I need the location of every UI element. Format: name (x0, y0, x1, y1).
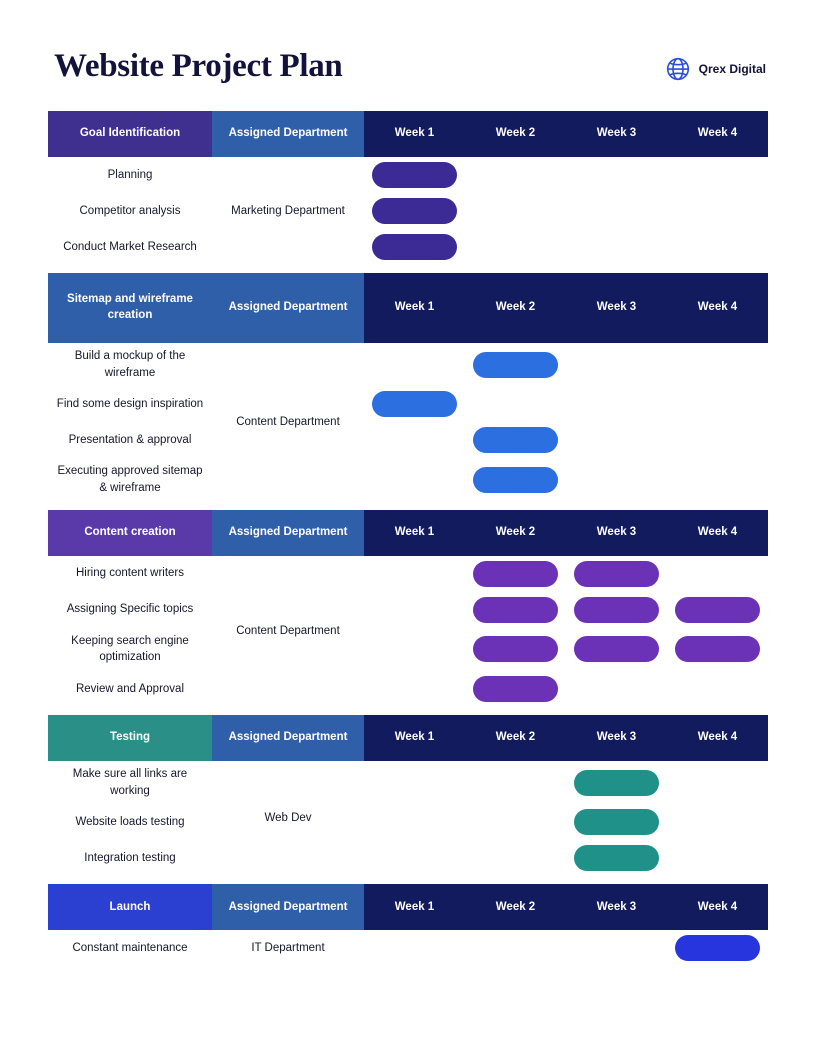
task-name: Build a mockup of the wireframe (74, 350, 186, 379)
week-header: Week 4 (667, 715, 768, 761)
week-1-cell (364, 930, 465, 966)
task-row (48, 422, 768, 458)
week-header: Week 1 (364, 884, 465, 930)
gantt-bar (574, 636, 659, 662)
gantt-bar (372, 391, 457, 417)
week-2-cell (465, 592, 566, 628)
week-1-cell (364, 343, 465, 386)
brand-name: Qrex Digital (698, 62, 766, 76)
week-header: Week 3 (566, 111, 667, 157)
week-2-cell (465, 193, 566, 229)
gantt-bar (372, 234, 457, 260)
section-spacer (48, 502, 768, 510)
week-2-cell (465, 930, 566, 966)
section-header-row (48, 273, 768, 343)
globe-icon (665, 56, 691, 82)
week-1-cell (364, 556, 465, 592)
task-row (48, 761, 768, 804)
week-2-cell (465, 671, 566, 707)
week-1-cell (364, 671, 465, 707)
gantt-bar (372, 162, 457, 188)
week-2-cell (465, 804, 566, 840)
week-3-cell (566, 556, 667, 592)
week-3-cell (566, 804, 667, 840)
week-4-cell (667, 343, 768, 386)
week-2-cell (465, 157, 566, 193)
week-2-cell (465, 761, 566, 804)
gantt-bar (574, 561, 659, 587)
week-4-cell (667, 157, 768, 193)
task-name: Presentation & approval (68, 434, 192, 446)
week-1-cell (364, 628, 465, 671)
week-1-cell (364, 592, 465, 628)
week-3-cell (566, 671, 667, 707)
gantt-table (48, 111, 768, 966)
task-name: Find some design inspiration (56, 398, 204, 410)
assigned-department-header: Assigned Department (212, 111, 364, 157)
department-cell: Web Dev (264, 812, 312, 825)
task-row (48, 592, 768, 628)
week-4-cell (667, 804, 768, 840)
week-3-cell (566, 930, 667, 966)
week-header: Week 2 (465, 715, 566, 761)
task-row (48, 671, 768, 707)
week-4-cell (667, 671, 768, 707)
week-4-cell (667, 761, 768, 804)
week-header: Week 4 (667, 884, 768, 930)
week-2-cell (465, 628, 566, 671)
week-4-cell (667, 556, 768, 592)
week-header: Week 3 (566, 715, 667, 761)
department-cell: Marketing Department (231, 204, 345, 217)
week-2-cell (465, 556, 566, 592)
section-title-cell: Testing (48, 715, 212, 761)
week-4-cell (667, 193, 768, 229)
task-name: Conduct Market Research (63, 240, 197, 253)
week-3-cell (566, 761, 667, 804)
week-header: Week 1 (364, 715, 465, 761)
assigned-department-header: Assigned Department (212, 273, 364, 343)
week-3-cell (566, 343, 667, 386)
section-title-cell: Content creation (48, 510, 212, 556)
task-name: Integration testing (84, 852, 176, 865)
gantt-bar (574, 597, 659, 623)
task-row (48, 930, 768, 966)
section-header-row (48, 715, 768, 761)
task-row (48, 157, 768, 193)
week-3-cell (566, 386, 667, 422)
task-name: Assigning Specific topics (66, 603, 194, 616)
gantt-bar (473, 597, 558, 623)
week-4-cell (667, 422, 768, 458)
week-header: Week 2 (465, 884, 566, 930)
task-name: Keeping search engine optimization (71, 634, 189, 664)
gantt-bar (574, 770, 659, 796)
task-row (48, 628, 768, 671)
task-name: Constant maintenance (72, 942, 188, 955)
gantt-bar (473, 636, 558, 662)
week-1-cell (364, 458, 465, 501)
gantt-bar (372, 198, 457, 224)
week-2-cell (465, 458, 566, 501)
task-row (48, 193, 768, 229)
task-row (48, 840, 768, 876)
week-3-cell (566, 229, 667, 265)
task-row (48, 343, 768, 386)
gantt-bar (675, 636, 760, 662)
week-4-cell (667, 386, 768, 422)
week-3-cell (566, 840, 667, 876)
page-title: Website Project Plan (54, 48, 343, 84)
assigned-department-header: Assigned Department (212, 715, 364, 761)
department-cell: Content Department (236, 625, 340, 638)
task-row (48, 386, 768, 422)
section-title-cell: Sitemap and wireframe creation (48, 273, 212, 343)
week-1-cell (364, 761, 465, 804)
week-1-cell (364, 804, 465, 840)
week-4-cell (667, 628, 768, 671)
week-3-cell (566, 422, 667, 458)
week-3-cell (566, 628, 667, 671)
week-3-cell (566, 193, 667, 229)
section-title-cell: Goal Identification (48, 111, 212, 157)
week-4-cell (667, 229, 768, 265)
gantt-bar (473, 676, 558, 702)
week-3-cell (566, 592, 667, 628)
task-name: Planning (107, 168, 153, 181)
gantt-bar (473, 561, 558, 587)
task-name: Website loads testing (75, 816, 185, 829)
week-2-cell (465, 343, 566, 386)
week-header: Week 4 (667, 273, 768, 343)
page-header (48, 40, 768, 85)
week-2-cell (465, 840, 566, 876)
week-header: Week 4 (667, 111, 768, 157)
week-4-cell (667, 592, 768, 628)
week-2-cell (465, 422, 566, 458)
week-header: Week 3 (566, 510, 667, 556)
week-1-cell (364, 840, 465, 876)
week-header: Week 1 (364, 273, 465, 343)
week-header: Week 2 (465, 273, 566, 343)
week-header: Week 3 (566, 273, 667, 343)
gantt-bar (473, 467, 558, 493)
task-name: Review and Approval (75, 682, 185, 695)
section-spacer (48, 265, 768, 273)
week-2-cell (465, 229, 566, 265)
week-header: Week 4 (667, 510, 768, 556)
task-name: Competitor analysis (79, 204, 181, 217)
week-header: Week 1 (364, 111, 465, 157)
week-header: Week 3 (566, 884, 667, 930)
task-name: Hiring content writers (75, 567, 184, 580)
week-1-cell (364, 386, 465, 422)
week-1-cell (364, 422, 465, 458)
week-1-cell (364, 157, 465, 193)
section-header-row (48, 510, 768, 556)
task-row (48, 229, 768, 265)
section-header-row (48, 884, 768, 930)
week-header: Week 2 (465, 111, 566, 157)
section-spacer (48, 707, 768, 715)
gantt-bar (574, 845, 659, 871)
assigned-department-header: Assigned Department (212, 884, 364, 930)
task-row (48, 804, 768, 840)
task-row (48, 458, 768, 501)
task-row (48, 556, 768, 592)
week-1-cell (364, 229, 465, 265)
department-cell: IT Department (251, 942, 325, 955)
gantt-bar (574, 809, 659, 835)
assigned-department-header: Assigned Department (212, 510, 364, 556)
week-header: Week 1 (364, 510, 465, 556)
week-4-cell (667, 458, 768, 501)
brand-logo (665, 56, 766, 82)
section-header-row (48, 111, 768, 157)
section-title-cell: Launch (48, 884, 212, 930)
task-name: Executing approved sitemap & wireframe (57, 465, 203, 495)
week-1-cell (364, 193, 465, 229)
gantt-bar (473, 427, 558, 453)
week-3-cell (566, 458, 667, 501)
week-3-cell (566, 157, 667, 193)
week-2-cell (465, 386, 566, 422)
gantt-bar (473, 352, 558, 378)
department-cell: Content Department (236, 416, 340, 428)
week-header: Week 2 (465, 510, 566, 556)
gantt-bar (675, 935, 760, 961)
task-name: Make sure all links are working (72, 768, 188, 797)
section-spacer (48, 876, 768, 884)
week-4-cell (667, 840, 768, 876)
week-4-cell (667, 930, 768, 966)
gantt-bar (675, 597, 760, 623)
